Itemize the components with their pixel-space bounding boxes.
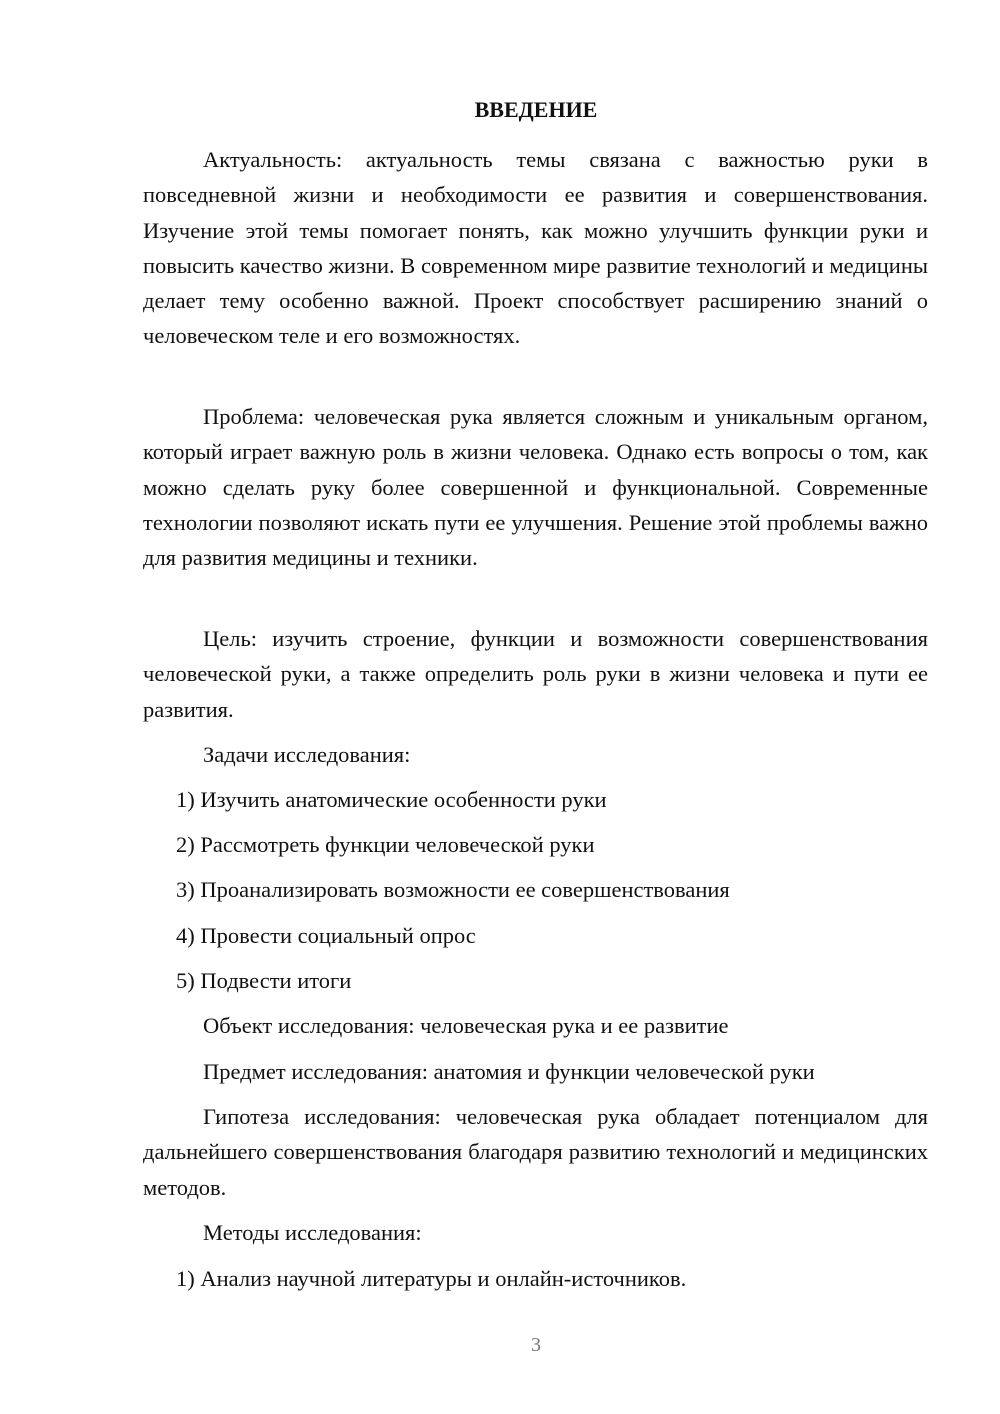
list-item: 2) Рассмотреть функции человеческой руки	[176, 832, 595, 857]
paragraph-goal: Цель: изучить строение, функции и возможности совершенствования человеческой руки, а также определить роль руки в жизни человека и пути ее развития.	[143, 626, 928, 722]
paragraph-hypothesis: Гипотеза исследования: человеческая рука обладает потенциалом для дальнейшего совершенствования благодаря развитию технологий и медицинских методов.	[143, 1104, 928, 1200]
research-subject: Предмет исследования: анатомия и функции человеческой руки	[203, 1059, 815, 1084]
methods-heading: Методы исследования:	[203, 1220, 422, 1245]
list-item: 1) Изучить анатомические особенности руки	[176, 787, 607, 812]
paragraph-problem: Проблема: человеческая рука является сложным и уникальным органом, который играет важную роль в жизни человека. Однако есть вопросы о том, как можно сделать руку более совершенной и функциональной. Современные технологии позволяют искать пути ее улучшения. Решение этой проблемы важно для развития медицины и техники.	[143, 404, 928, 571]
paragraph-relevance: Актуальность: актуальность темы связана с важностью руки в повседневной жизни и необходимости ее развития и совершенствования. Изучение этой темы помогает понять, как можно улучшить функции руки и повысить качество жизни. В современном мире развитие технологий и медицины делает тему особенно важной. Проект способствует расширению знаний о человеческом теле и его возможностях.	[143, 147, 928, 349]
list-item: 3) Проанализировать возможности ее совершенствования	[176, 877, 730, 902]
list-item: 1) Анализ научной литературы и онлайн-источников.	[176, 1266, 687, 1291]
list-item: 4) Провести социальный опрос	[176, 923, 476, 948]
page-title: ВВЕДЕНИЕ	[474, 97, 598, 122]
research-object: Объект исследования: человеческая рука и ее развитие	[203, 1013, 729, 1038]
page-number: 3	[531, 1334, 541, 1356]
tasks-heading: Задачи исследования:	[203, 742, 411, 767]
list-item: 5) Подвести итоги	[176, 968, 352, 993]
